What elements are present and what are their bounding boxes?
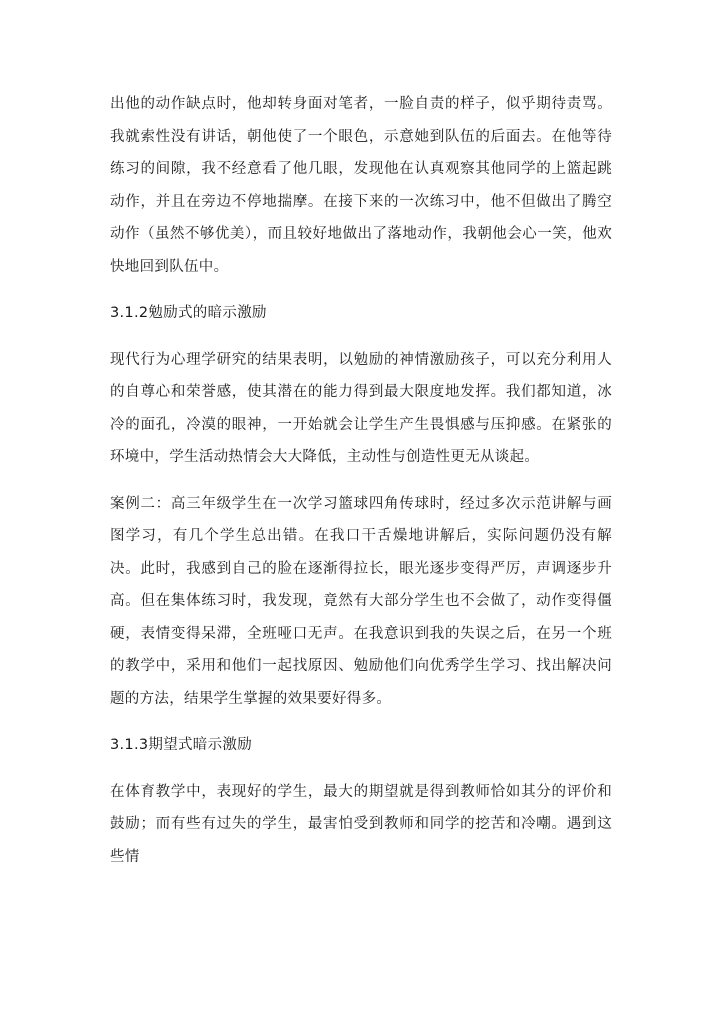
paragraph-expectation-intro: 在体育教学中，表现好的学生，最大的期望就是得到教师恰如其分的评价和鼓励；而有些有过失的学生，最害怕受到教师和同学的挖苦和冷嘲。遇到这些情 xyxy=(110,783,612,865)
section-heading-3-1-2: 3.1.2勉励式的暗示激励 xyxy=(110,305,267,321)
paragraph-encouragement-theory: 现代行为心理学研究的结果表明，以勉励的神情激励孩子，可以充分利用人的自尊心和荣誉感，使其潜在的能力得到最大限度地发挥。我们都知道，冰冷的面孔，冷漠的眼神，一开始就会让学生产生畏惧感与压抑感。在紧张的环境中，学生活动热情会大大降低，主动性与创造性更无从谈起。 xyxy=(110,351,612,465)
section-heading-3-1-3: 3.1.3期望式暗示激励 xyxy=(110,737,252,753)
paragraph-case-two: 案例二：高三年级学生在一次学习篮球四角传球时，经过多次示范讲解与画图学习，有几个学生总出错。在我口干舌燥地讲解后，实际问题仍没有解决。此时，我感到自己的脸在逐渐得拉长，眼光逐步变得严厉，声调逐步升高。但在集体练习时，我发现，竟然有大部分学生也不会做了，动作变得僵硬，表情变得呆滞，全班哑口无声。在我意识到我的失误之后，在另一个班的教学中，采用和他们一起找原因、勉励他们向优秀学生学习、找出解决问题的方法，结果学生掌握的效果要好得多。 xyxy=(110,495,612,707)
document-body xyxy=(110,88,612,887)
paragraph-story-continuation: 出他的动作缺点时，他却转身面对笔者，一脸自责的样子，似乎期待责骂。我就索性没有讲话，朝他使了一个眼色，示意她到队伍的后面去。在他等待练习的间隙，我不经意看了他几眼，发现他在认真观察其他同学的上篮起跳动作，并且在旁边不停地揣摩。在接下来的一次练习中，他不但做出了腾空动作（虽然不够优美），而且较好地做出了落地动作，我朝他会心一笑，他欢快地回到队伍中。 xyxy=(110,96,612,275)
